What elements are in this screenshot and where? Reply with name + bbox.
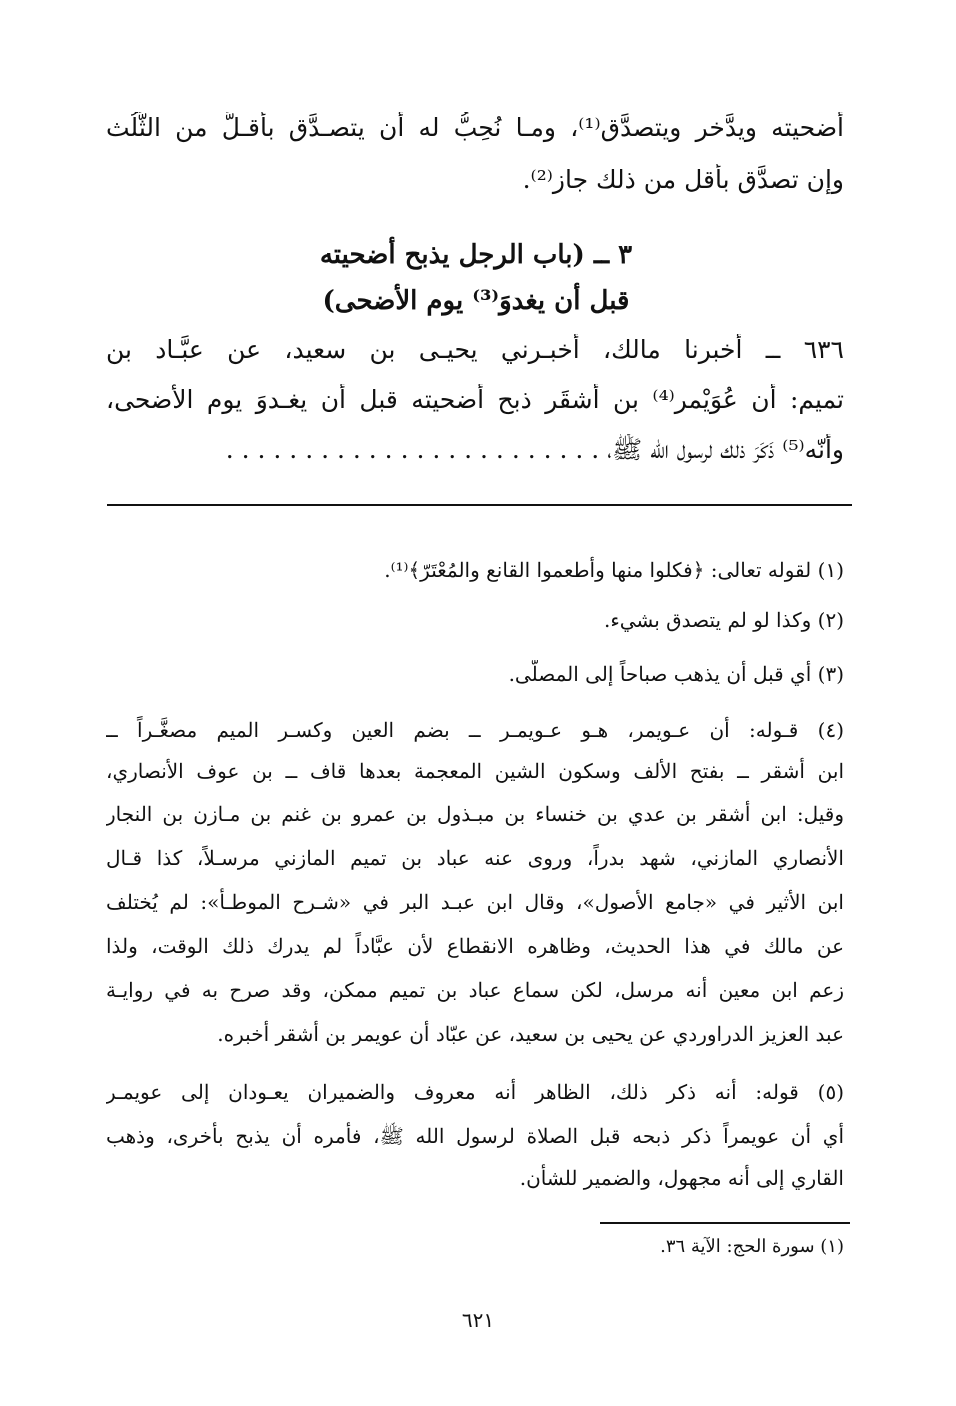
footnote-4-line: وقيل: ابن أشقر بن عدي بن خنساء بن مبـذول بن عمرو بن غنم بن مـازن بن النجار [106,802,844,826]
hadith-text-line: ٦٣٦ ــ أخبرنا مالك، أخبـرني يحيـى بن سعيد، عن عبَّـاد بن [106,335,844,364]
chapter-heading: ٣ ــ (باب الرجل يذبح أضحيته [319,240,633,270]
footnote-4-line: ابن الأثير في «جامع الأصول»، وقال ابن عبـد البر في «شـرح الموطـأ»: لم يُختلف [106,890,844,914]
main-text-line: أضحيته ويدَّخر ويتصدَّق⁽¹⁾، ومـا نُحِبُّ له أن يتصـدَّق بأقـلَّ من الثُّلُث [106,113,844,142]
footnote-4-line: (٤) قـوله: أن عـويمر، هـو عـويمـر ــ بضم العين وكسـر الميم مصغَّـراً ــ [106,718,844,742]
footnote-4-line: الأنصاري المازني، شهد بدراً، وروى عنه عباد بن تميم المازني مرسـلاً، كذا قـال [106,846,844,870]
footnote-3: (٣) أي قبل أن يذهب صباحاً إلى المصلّى. [508,662,844,686]
footnote-4-line: عن مالك في هذا الحديث، وظاهره الانقطاع لأن عبَّاداً لم يدرك ذلك الوقت، ولذا [106,934,844,958]
footnote-4-line: عبد العزيز الدراوردي عن يحيى بن سعيد، عن عبّاد أن عويمر بن أشقر أخبره. [217,1022,844,1046]
footnote-5-line: (٥) قوله: أنه ذكر ذلك، الظاهر أنه معروف والضميران يعـودان إلى عويمـر [106,1080,844,1104]
footnote-5-line: القاري إلى أنه مجهول، والضمير للشأن. [519,1166,844,1190]
footnote-separator [107,504,852,506]
hadith-text-line: تميم: أن عُوَيْمر⁽⁴⁾ بن أَشقَر ذبح أضحيته قبل أن يغـدوَ يوم الأضحى، [106,385,844,414]
page-number: ٦٢١ [461,1308,495,1332]
sub-footnote: (١) سورة الحج: الآية ٣٦. [660,1236,844,1257]
chapter-heading-continued: قبل أن يغدوَ⁽³⁾ يوم الأضحى) [322,286,630,316]
footnote-1: (١) لقوله تعالى: ﴿فكلوا منها وأطعموا القانع والمُعْتَرّ﴾⁽¹⁾. [384,558,844,582]
main-text-line: وإن تصدَّق بأقل من ذلك جاز⁽²⁾. [522,165,844,194]
footnote-4-line: زعم ابن معين أنه مرسل، لكن سماع عباد بن تميم ممكن، وقد صرح به في روايـة [106,978,844,1002]
footnote-2: (٢) وكذا لو لم يتصدق بشيء. [603,608,844,632]
hadith-text-line: وأنّه⁽⁵⁾ ذَكَرَ ذلك لرسول الله ﷺ، . . . . . . . . . . . . . . . . . . . . . . . . [225,435,844,464]
sub-footnote-separator [600,1222,850,1224]
footnote-4-line: ابن أشقر ــ بفتح الألف وسكون الشين المعجمة بعدها قاف ــ بن عوف الأنصاري، [106,759,844,783]
footnote-5-line: أي أن عويمراً ذكر ذبحه قبل الصلاة لرسول الله ﷺ، فأمره أن يذبح بأخرى، وذهب [106,1124,844,1148]
